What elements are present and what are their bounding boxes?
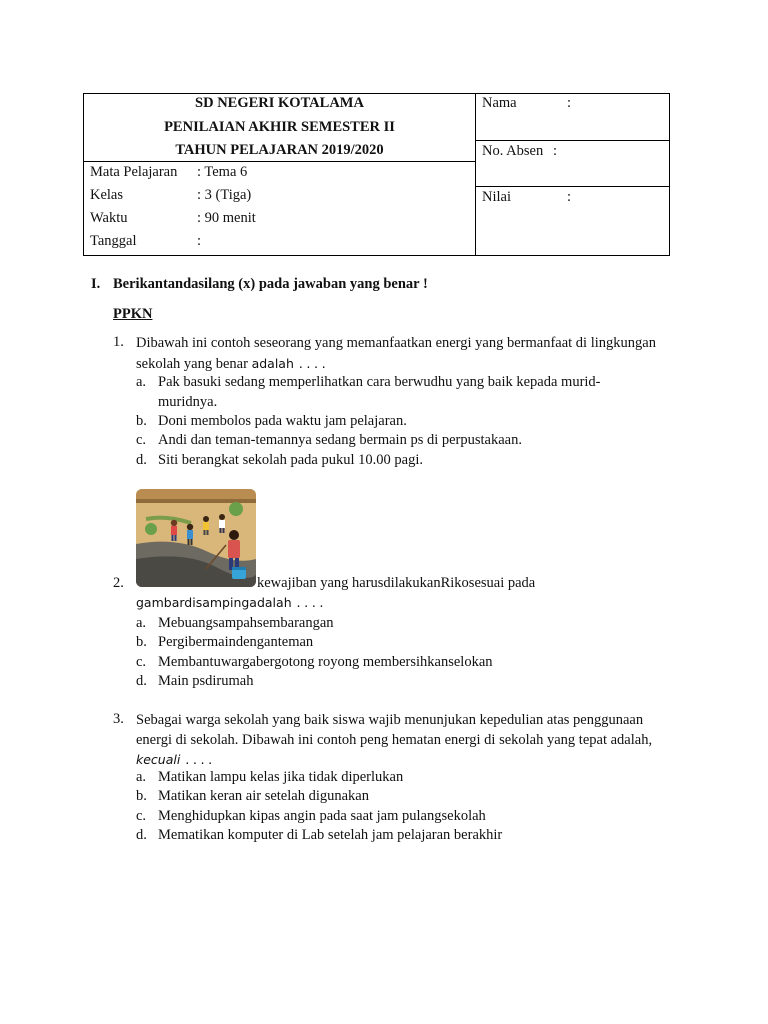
school-title-block bbox=[84, 94, 475, 162]
section-instruction: Berikantandasilang (x) pada jawaban yang benar ! bbox=[113, 276, 428, 292]
option-letter: d. bbox=[136, 452, 147, 468]
field-name[interactable] bbox=[476, 94, 670, 141]
field-attendance-number[interactable] bbox=[476, 141, 670, 187]
info-label: Kelas bbox=[90, 187, 124, 203]
field-score[interactable] bbox=[476, 187, 670, 255]
option-letter: b. bbox=[136, 788, 147, 804]
option-letter: a. bbox=[136, 615, 147, 631]
header-table bbox=[83, 93, 670, 256]
option-text: Doni membolos pada waktu jam pelajaran. bbox=[158, 413, 407, 429]
exam-name: PENILAIAN AKHIR SEMESTER II bbox=[164, 119, 395, 135]
question-text-line2: gambardisampingadalah .... bbox=[136, 595, 326, 610]
field-colon: : bbox=[553, 143, 558, 159]
option-text: Main psdirumah bbox=[158, 673, 254, 689]
option-letter: b. bbox=[136, 634, 147, 650]
field-colon: : bbox=[567, 189, 572, 205]
option-text: Menghidupkan kipas angin pada saat jam pulangsekolah bbox=[158, 808, 486, 824]
option-letter: c. bbox=[136, 432, 147, 448]
section-number: I. bbox=[91, 276, 101, 292]
illustration-svg bbox=[136, 489, 256, 587]
option-letter: a. bbox=[136, 374, 147, 390]
option-letter: d. bbox=[136, 827, 147, 843]
field-label: Nama bbox=[482, 95, 517, 111]
school-year: TAHUN PELAJARAN 2019/2020 bbox=[175, 142, 384, 158]
option-text: Matikan keran air setelah digunakan bbox=[158, 788, 369, 804]
question-number: 3. bbox=[113, 711, 124, 727]
field-label: No. Absen bbox=[482, 143, 544, 159]
option-letter: c. bbox=[136, 654, 147, 670]
option-text: Matikan lampu kelas jika tidak diperlukan bbox=[158, 769, 404, 785]
info-value: : 90 menit bbox=[197, 210, 256, 226]
question-number: 1. bbox=[113, 334, 124, 350]
info-label: Waktu bbox=[90, 210, 128, 226]
option-text: Siti berangkat sekolah pada pukul 10.00 pagi. bbox=[158, 452, 423, 468]
option-letter: a. bbox=[136, 769, 147, 785]
option-text: Mematikan komputer di Lab setelah jam pelajaran berakhir bbox=[158, 827, 503, 843]
field-colon: : bbox=[567, 95, 572, 111]
school-name: SD NEGERI KOTALAMA bbox=[195, 95, 364, 111]
question-text: Dibawah ini contoh seseorang yang memanfaatkan energi yang bermanfaat di lingkungan sekolah yang benar adalah .... bbox=[136, 335, 656, 372]
question-text: Sebagai warga sekolah yang baik siswa wajib menunjukan kepedulian atas penggunaan energi di sekolah. Dibawah ini contoh peng hematan energi di sekolah yang tepat adalah, kecuali .... bbox=[136, 712, 653, 767]
question-text-line1: kewajiban yang harusdilakukanRikosesuai pada bbox=[257, 575, 536, 591]
info-value: : bbox=[197, 233, 202, 249]
option-text: Mebuangsampahsembarangan bbox=[158, 615, 334, 631]
option-text: Andi dan teman-temannya sedang bermain ps di perpustakaan. bbox=[158, 432, 522, 448]
header-left-column bbox=[84, 94, 476, 255]
gotong-royong-illustration bbox=[136, 489, 256, 587]
question-number: 2. bbox=[113, 575, 124, 591]
info-value: : Tema 6 bbox=[197, 164, 248, 180]
info-value: : 3 (Tiga) bbox=[197, 187, 252, 203]
option-text: Membantuwargabergotong royong membersihkanselokan bbox=[158, 654, 493, 670]
field-label: Nilai bbox=[482, 189, 511, 205]
subject-title: PPKN bbox=[113, 306, 153, 322]
option-letter: d. bbox=[136, 673, 147, 689]
option-text: Pergibermaindenganteman bbox=[158, 634, 314, 650]
info-label: Mata Pelajaran bbox=[90, 164, 178, 180]
option-letter: c. bbox=[136, 808, 147, 824]
option-text: Pak basuki sedang memperlihatkan cara berwudhu yang baik kepada murid-muridnya. bbox=[158, 374, 601, 410]
option-letter: b. bbox=[136, 413, 147, 429]
info-label: Tanggal bbox=[90, 233, 137, 249]
